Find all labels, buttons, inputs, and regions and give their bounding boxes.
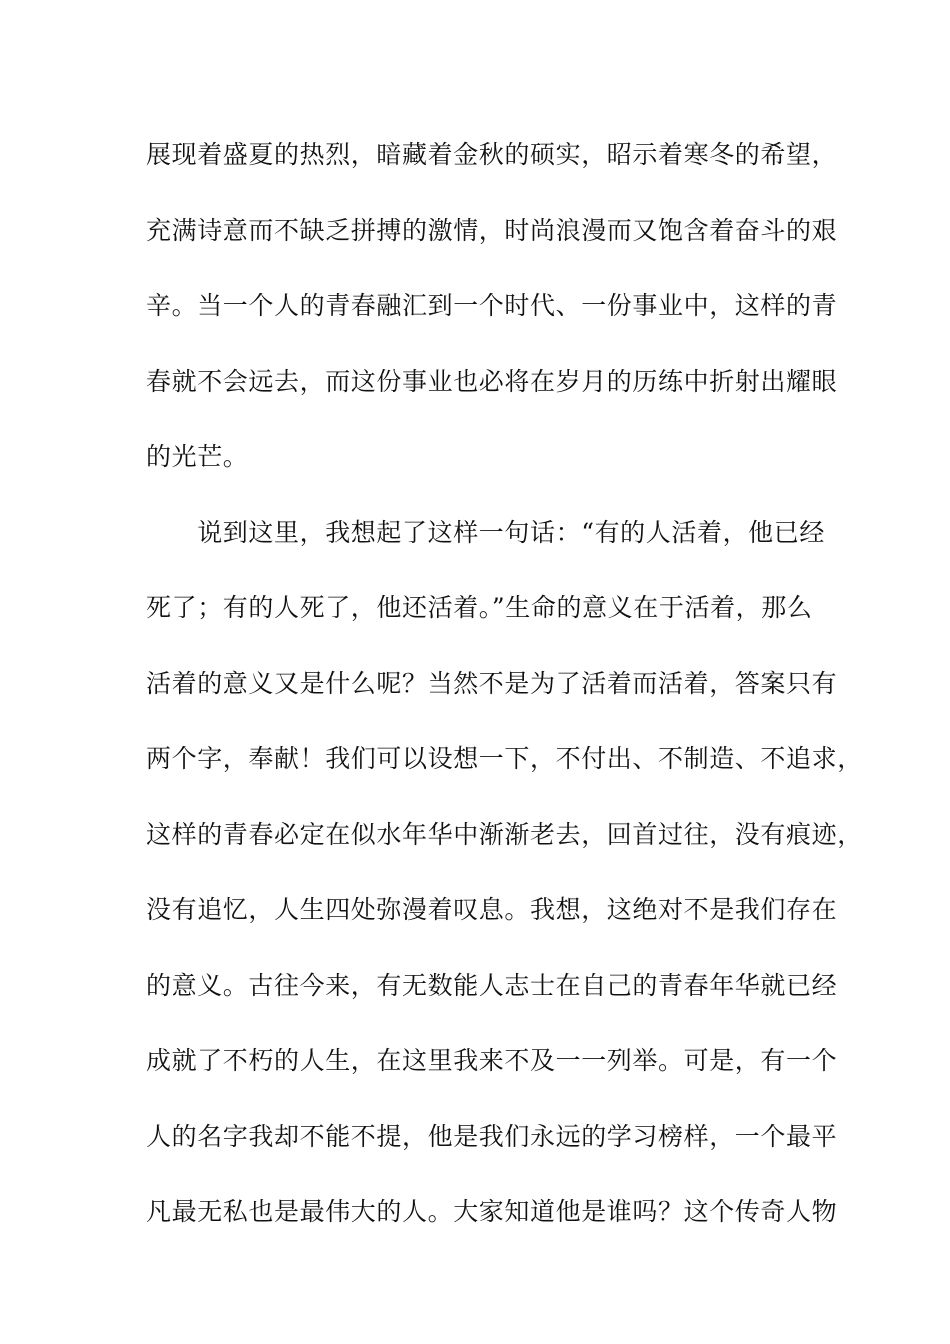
text-line: 两个字，奉献！我们可以设想一下，不付出、不制造、不追求， bbox=[146, 744, 863, 773]
text-line: 成就了不朽的人生，在这里我来不及一一列举。可是，有一个 bbox=[146, 1046, 838, 1075]
text-line: 展现着盛夏的热烈，暗藏着金秋的硕实，昭示着寒冬的希望， bbox=[146, 140, 838, 169]
text-line: 死了；有的人死了，他还活着。”生命的意义在于活着，那么 bbox=[146, 593, 813, 622]
text-line: 没有追忆，人生四处弥漫着叹息。我想，这绝对不是我们存在 bbox=[146, 895, 838, 924]
text-line: 凡最无私也是最伟大的人。大家知道他是谁吗？这个传奇人物 bbox=[146, 1197, 838, 1226]
text-line: 充满诗意而不缺乏拼搏的激情，时尚浪漫而又饱含着奋斗的艰 bbox=[146, 215, 838, 245]
body-text bbox=[146, 135, 863, 1268]
text-line: 说到这里，我想起了这样一句话：“有的人活着，他已经 bbox=[146, 517, 825, 547]
text-line: 人的名字我却不能不提，他是我们永远的学习榜样，一个最平 bbox=[146, 1121, 838, 1151]
text-line: 辛。当一个人的青春融汇到一个时代、一份事业中，这样的青 bbox=[146, 291, 838, 320]
text-line: 活着的意义又是什么呢？当然不是为了活着而活着，答案只有 bbox=[146, 668, 838, 698]
text-line: 的意义。古往今来，有无数能人志士在自己的青春年华就已经 bbox=[146, 970, 838, 1000]
text-line: 这样的青春必定在似水年华中渐渐老去，回首过往，没有痕迹， bbox=[146, 819, 863, 849]
text-line: 春就不会远去，而这份事业也必将在岁月的历练中折射出耀眼 bbox=[146, 366, 838, 396]
text-line: 的光芒。 bbox=[146, 442, 249, 471]
